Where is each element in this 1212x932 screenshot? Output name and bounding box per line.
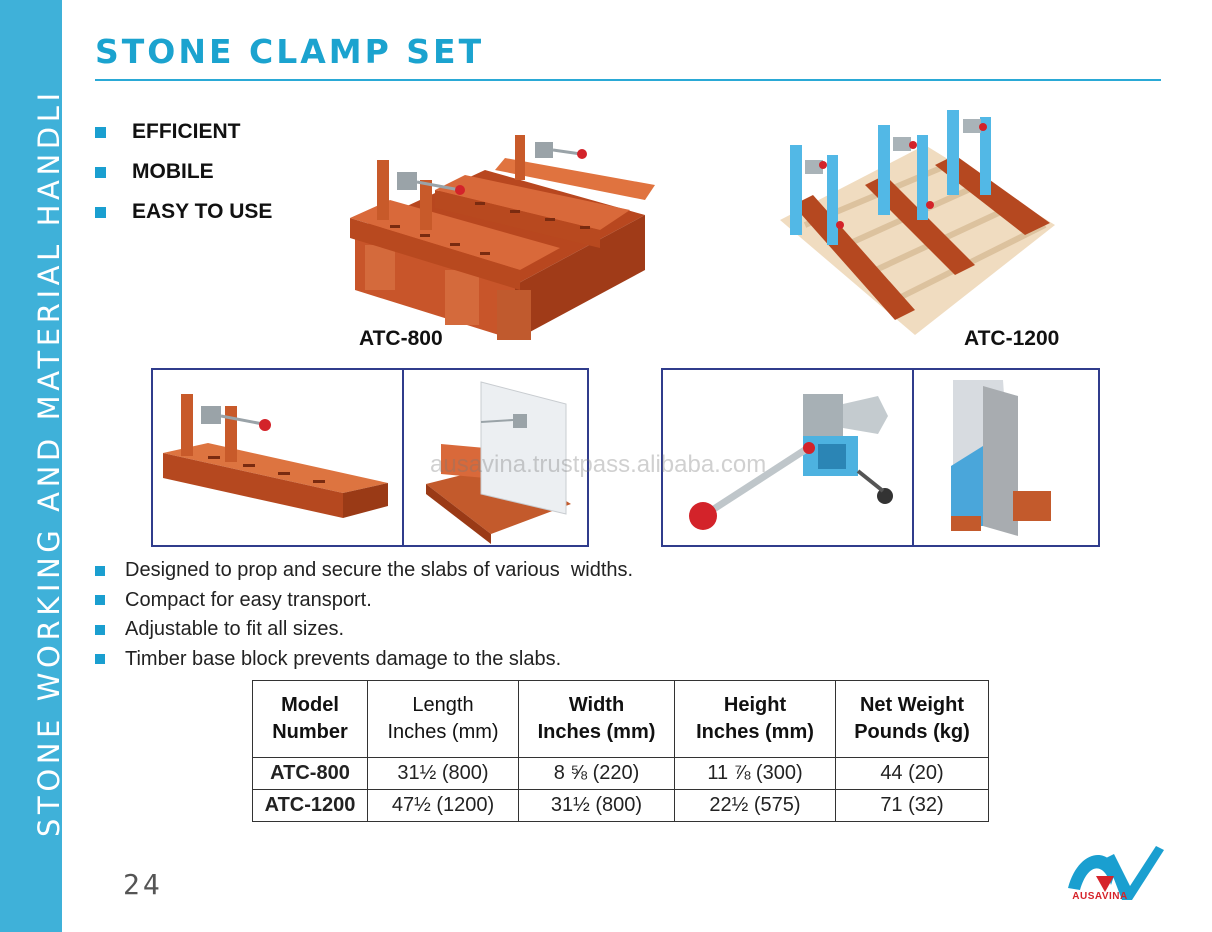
column-header: Width Inches (mm) [519, 681, 675, 758]
column-header: Net Weight Pounds (kg) [836, 681, 989, 758]
feature-list [95, 112, 272, 232]
bullet-square-icon [95, 595, 105, 605]
list-item [95, 556, 633, 586]
table-cell: 31½ (800) [519, 790, 675, 822]
sidebar-vertical-text: STONE WORKING AND MATERIAL HANDLI [32, 88, 66, 837]
atc-800-product-image [345, 130, 655, 345]
watermark-text: ausavina.trustpass.alibaba.com [430, 451, 767, 478]
table-row [253, 790, 989, 822]
title-underline [95, 79, 1161, 81]
atc-1200-product-image [775, 105, 1060, 345]
feature-item [95, 192, 272, 232]
table-header-row [253, 681, 989, 758]
description-list [95, 556, 633, 674]
spec-table [252, 680, 989, 822]
table-cell: 22½ (575) [675, 790, 836, 822]
bullet-square-icon [95, 127, 106, 138]
page-number: 24 [123, 868, 163, 901]
table-cell: 8 ⅝ (220) [519, 758, 675, 790]
bullet-square-icon [95, 207, 106, 218]
list-item [95, 586, 633, 616]
feature-item [95, 112, 272, 152]
frame-divider [912, 370, 914, 545]
table-cell: 71 (32) [836, 790, 989, 822]
frame-divider [402, 370, 404, 545]
table-cell: ATC-800 [253, 758, 368, 790]
table-cell: 31½ (800) [368, 758, 519, 790]
table-cell: 11 ⅞ (300) [675, 758, 836, 790]
table-cell: ATC-1200 [253, 790, 368, 822]
atc-800-label: ATC-800 [359, 327, 443, 350]
column-header: Height Inches (mm) [675, 681, 836, 758]
bullet-square-icon [95, 625, 105, 635]
list-item-text: Timber base block prevents damage to the slabs. [125, 647, 562, 670]
column-header: Length Inches (mm) [368, 681, 519, 758]
list-item-text: Adjustable to fit all sizes. [125, 618, 344, 641]
page-title: STONE CLAMP SET [95, 32, 485, 71]
slab-support-closeup-image [943, 376, 1063, 541]
bullet-square-icon [95, 167, 106, 178]
table-cell: 44 (20) [836, 758, 989, 790]
feature-label: MOBILE [132, 160, 214, 183]
list-item-text: Compact for easy transport. [125, 588, 372, 611]
list-item [95, 615, 633, 645]
bullet-square-icon [95, 566, 105, 576]
list-item-text: Designed to prop and secure the slabs of various widths. [125, 559, 634, 582]
feature-item [95, 152, 272, 192]
bullet-square-icon [95, 654, 105, 664]
column-header: Model Number [253, 681, 368, 758]
atc-1200-label: ATC-1200 [964, 327, 1060, 350]
table-cell: 47½ (1200) [368, 790, 519, 822]
list-item [95, 645, 633, 675]
table-row [253, 758, 989, 790]
feature-label: EASY TO USE [132, 200, 273, 223]
feature-label: EFFICIENT [132, 120, 241, 143]
sidebar-band [0, 0, 66, 932]
logo-wordmark: AUSAVINA [1072, 891, 1128, 902]
single-clamp-beam-image [163, 388, 393, 528]
